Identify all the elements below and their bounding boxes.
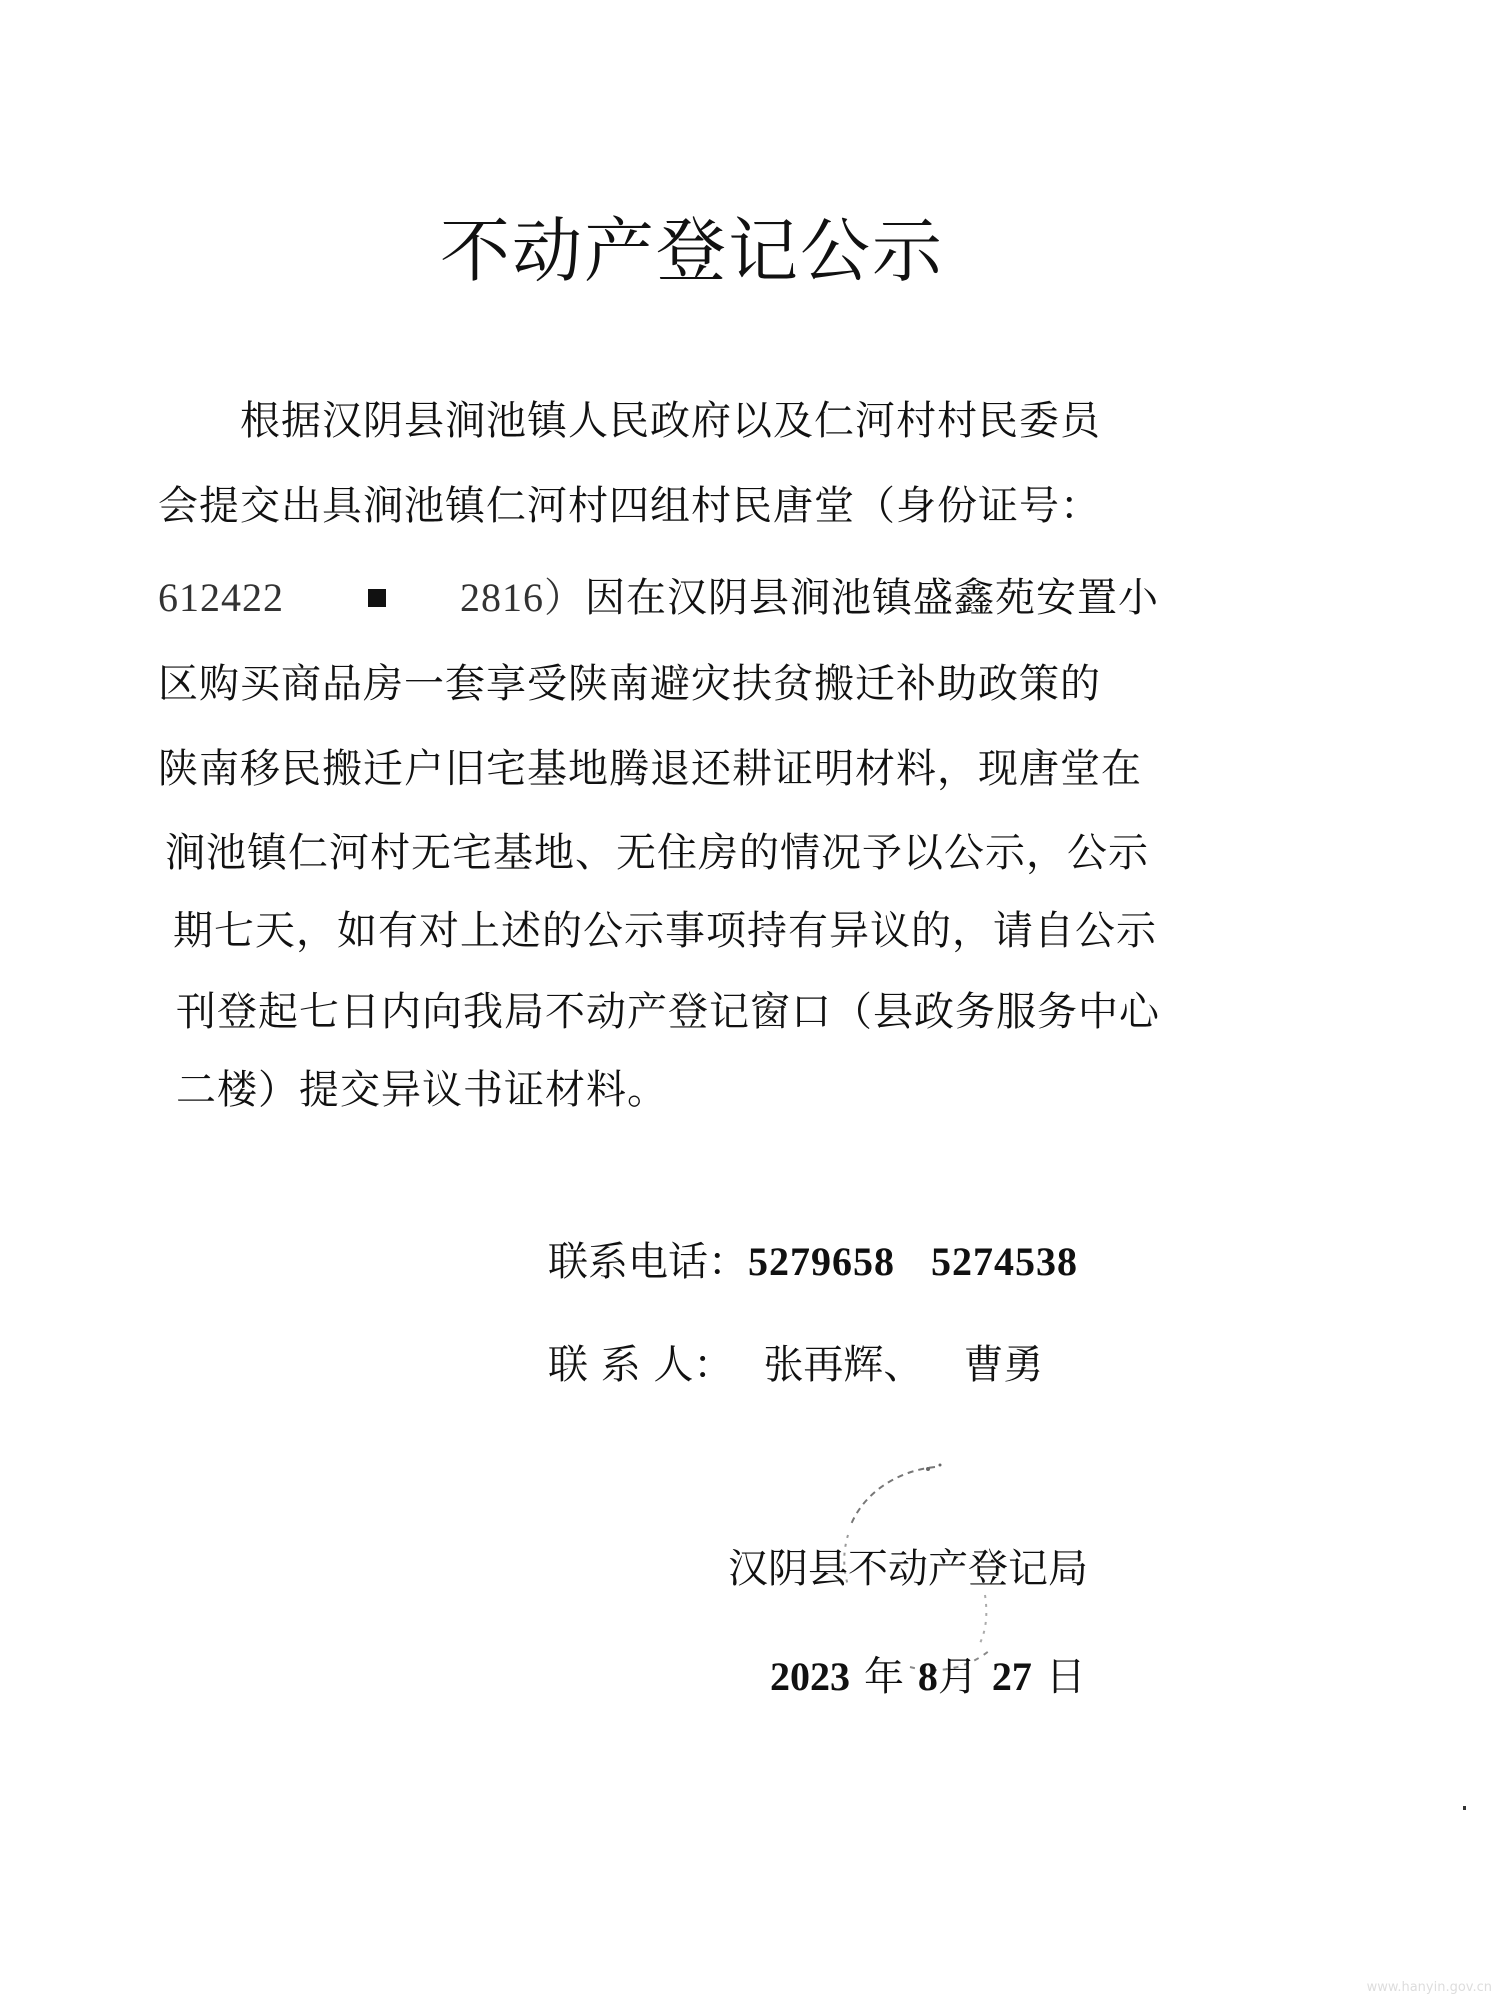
phone-number-2: 5274538 — [931, 1239, 1078, 1284]
phone-label: 联系电话： — [548, 1239, 748, 1285]
id-number-end: 2816） — [460, 575, 585, 620]
date-year-unit: 年 — [863, 1654, 904, 1700]
body-line-7: 期七天，如有对上述的公示事项持有异议的，请自公示 — [173, 908, 1157, 954]
date-day-unit: 日 — [1045, 1654, 1086, 1700]
body-line-4: 区购买商品房一套享受陕南避灾扶贫搬迁补助政策的 — [158, 661, 1101, 707]
body-line-8: 刊登起七日内向我局不动产登记窗口（县政务服务中心 — [176, 989, 1160, 1035]
site-watermark: www.hanyin.gov.cn — [1366, 1980, 1492, 1995]
person-label: 联 系 人： — [548, 1342, 734, 1388]
issuing-authority: 汉阴县不动产登记局 — [728, 1546, 1088, 1592]
issue-date — [770, 1653, 1086, 1701]
date-day: 27 — [991, 1654, 1032, 1699]
contact-phone — [548, 1238, 1078, 1286]
body-line-2: 会提交出具涧池镇仁河村四组村民唐堂（身份证号： — [158, 483, 1101, 529]
body-line-6: 涧池镇仁河村无宅基地、无住房的情况予以公示，公示 — [165, 830, 1149, 876]
date-year: 2023 — [770, 1654, 850, 1699]
id-number-start: 612422 — [158, 575, 284, 620]
phone-number-1: 5279658 — [748, 1239, 895, 1284]
body-line-3 — [158, 574, 1159, 622]
contact-person — [548, 1341, 1043, 1389]
date-month-unit: 月 — [937, 1654, 978, 1700]
body-line-5: 陕南移民搬迁户旧宅基地腾退还耕证明材料，现唐堂在 — [158, 746, 1142, 792]
date-month: 8 — [917, 1654, 938, 1699]
body-line-1: 根据汉阴县涧池镇人民政府以及仁河村村民委员 — [240, 398, 1101, 444]
person-name-2: 曹勇 — [963, 1342, 1044, 1388]
redaction-mark — [368, 589, 386, 607]
body-line-9: 二楼）提交异议书证材料。 — [176, 1067, 668, 1113]
scan-speck — [1463, 1806, 1466, 1810]
body-line-3-rest: 因在汉阴县涧池镇盛鑫苑安置小 — [585, 575, 1159, 621]
document-title: 不动产登记公示 — [440, 210, 944, 292]
person-name-1: 张再辉、 — [763, 1342, 924, 1388]
